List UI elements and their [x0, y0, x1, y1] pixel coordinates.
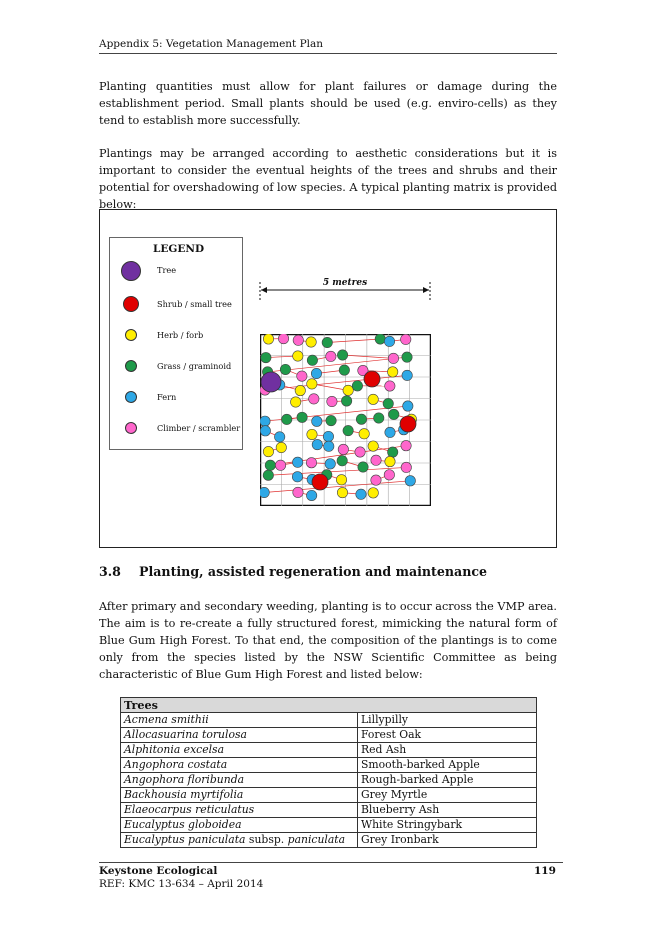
common-name: Grey Ironbark	[358, 833, 537, 848]
fern-plant	[323, 431, 333, 441]
grass-plant	[383, 398, 393, 408]
scientific-name: Eucalyptus globoidea	[121, 818, 358, 833]
legend-item-tree	[110, 261, 244, 281]
grass-plant	[375, 334, 385, 344]
climber-plant	[327, 396, 337, 406]
herb-plant	[307, 429, 317, 439]
herb-circle-icon	[125, 329, 137, 341]
climber-plant	[401, 334, 411, 344]
table-row	[121, 803, 537, 818]
common-name: Red Ash	[358, 743, 537, 758]
page-number: 119	[534, 865, 556, 877]
legend-item-herb	[110, 326, 244, 346]
fern-circle-icon	[125, 391, 137, 403]
grass-plant	[389, 409, 399, 419]
herb-plant	[263, 334, 273, 344]
fern-plant	[260, 416, 270, 426]
tree-circle-icon	[121, 261, 141, 281]
footer-organisation: Keystone Ecological	[99, 865, 218, 877]
subsp-label: subsp.	[248, 833, 285, 846]
scale-arrow	[259, 280, 431, 304]
table-row	[121, 713, 537, 728]
climber-plant	[278, 334, 288, 344]
legend-label: Herb / forb	[157, 330, 204, 340]
climber-plant	[401, 462, 411, 472]
grass-plant	[339, 365, 349, 375]
scale-measure	[259, 280, 431, 304]
herb-plant	[368, 488, 378, 498]
table-row	[121, 818, 537, 833]
fern-plant	[311, 368, 321, 378]
fern-plant	[260, 426, 270, 436]
fern-plant	[306, 490, 316, 500]
trees-table	[120, 697, 537, 848]
grass-plant	[352, 381, 362, 391]
climber-plant	[371, 475, 381, 485]
legend-item-fern	[110, 388, 244, 408]
herb-plant	[387, 367, 397, 377]
page-header: Appendix 5: Vegetation Management Plan	[99, 38, 557, 54]
grass-plant	[265, 460, 275, 470]
table-row	[121, 758, 537, 773]
climber-plant	[309, 394, 319, 404]
herb-plant	[307, 379, 317, 389]
scientific-name: Alphitonia excelsa	[121, 743, 358, 758]
paragraph-planting-arrangement: Plantings may be arranged according to aesthetic considerations but it is important to consider the eventual heights of the trees and shrubs and their potential for overshadowing of low species. A typical planting matrix is provided below:	[99, 147, 557, 211]
climber-plant	[385, 381, 395, 391]
grass-plant	[358, 462, 368, 472]
table-heading: Trees	[121, 698, 537, 713]
herb-plant	[337, 487, 347, 497]
grass-plant	[322, 337, 332, 347]
common-name: Forest Oak	[358, 728, 537, 743]
scientific-name: Allocasuarina torulosa	[121, 728, 358, 743]
legend-label: Climber / scrambler	[157, 423, 241, 433]
legend-title: LEGEND	[153, 243, 205, 255]
table-row	[121, 743, 537, 758]
section-heading	[99, 564, 487, 579]
shrub-plant	[364, 371, 380, 387]
grass-plant	[388, 447, 398, 457]
herb-plant	[290, 397, 300, 407]
herb-plant	[368, 394, 378, 404]
table-row	[121, 788, 537, 803]
paragraph-planting-quantities: Planting quantities must allow for plant failures or damage during the establishment period. Small plants should be used (e.g. enviro-cells) as they tend to establish more successfully.	[99, 80, 557, 127]
grass-circle-icon	[125, 360, 137, 372]
fern-plant	[405, 476, 415, 486]
herb-plant	[263, 446, 273, 456]
fern-plant	[385, 427, 395, 437]
planting-matrix-figure	[99, 209, 557, 548]
legend-label: Fern	[157, 392, 177, 402]
grass-plant	[402, 352, 412, 362]
climber-plant	[275, 460, 285, 470]
climber-plant	[401, 440, 411, 450]
table-row	[121, 833, 537, 848]
herb-plant	[368, 441, 378, 451]
herb-plant	[385, 456, 395, 466]
footer-divider	[99, 862, 563, 863]
fern-plant	[356, 489, 366, 499]
planting-matrix-grid	[260, 334, 431, 506]
scientific-name: Angophora costata	[121, 758, 358, 773]
footer-reference: REF: KMC 13-634 – April 2014	[99, 878, 264, 890]
legend-item-shrub	[110, 295, 244, 315]
legend-item-climber	[110, 419, 244, 439]
herb-plant	[293, 351, 303, 361]
legend-label: Grass / graminoid	[157, 361, 232, 371]
legend-label: Shrub / small tree	[157, 299, 232, 309]
grass-plant	[341, 396, 351, 406]
paragraph-planting-regeneration: After primary and secondary weeding, planting is to occur across the VMP area. The aim is to re-create a fully structured forest, mimicking the natural form of Blue Gum High Forest. To that end, the composition of the plantings is to come only from the species listed by the NSW Scientific Committee as being characteristic of Blue Gum High Forest and listed below:	[99, 600, 557, 681]
grass-plant	[356, 414, 366, 424]
grass-plant	[261, 352, 271, 362]
fern-plant	[292, 457, 302, 467]
scientific-name	[121, 833, 358, 848]
grass-plant	[374, 413, 384, 423]
fern-plant	[260, 487, 269, 497]
tree-plant	[261, 372, 281, 392]
legend-item-grass	[110, 357, 244, 377]
fern-plant	[384, 336, 394, 346]
common-name: Rough-barked Apple	[358, 773, 537, 788]
fern-plant	[403, 401, 413, 411]
climber-plant	[355, 447, 365, 457]
grass-plant	[280, 364, 290, 374]
climber-plant	[371, 455, 381, 465]
climber-plant	[306, 458, 316, 468]
shrub-circle-icon	[123, 296, 139, 312]
scientific-genus-species: Eucalyptus paniculata	[124, 833, 246, 846]
common-name: White Stringybark	[358, 818, 537, 833]
shrub-plant	[400, 416, 416, 432]
fern-plant	[312, 439, 322, 449]
section-title: Planting, assisted regeneration and maintenance	[139, 564, 488, 579]
grass-plant	[307, 355, 317, 365]
grass-plant	[326, 415, 336, 425]
fern-plant	[324, 441, 334, 451]
table-row	[121, 773, 537, 788]
common-name: Blueberry Ash	[358, 803, 537, 818]
fern-plant	[274, 432, 284, 442]
fern-plant	[292, 472, 302, 482]
herb-plant	[295, 385, 305, 395]
common-name: Smooth-barked Apple	[358, 758, 537, 773]
scientific-name: Angophora floribunda	[121, 773, 358, 788]
table-header-row	[121, 698, 537, 713]
variety-name: paniculata	[287, 833, 346, 846]
fern-plant	[325, 459, 335, 469]
scale-label: 5 metres	[322, 278, 368, 288]
table-row	[121, 728, 537, 743]
grass-plant	[343, 425, 353, 435]
scientific-name: Elaeocarpus reticulatus	[121, 803, 358, 818]
herb-plant	[343, 385, 353, 395]
common-name: Lillypilly	[358, 713, 537, 728]
climber-plant	[326, 351, 336, 361]
grass-plant	[337, 456, 347, 466]
herb-plant	[336, 475, 346, 485]
scientific-name: Backhousia myrtifolia	[121, 788, 358, 803]
legend-label: Tree	[157, 265, 177, 275]
herb-plant	[306, 337, 316, 347]
shrub-plant	[312, 474, 328, 490]
fern-plant	[312, 416, 322, 426]
herb-plant	[359, 429, 369, 439]
climber-plant	[297, 371, 307, 381]
grass-plant	[297, 412, 307, 422]
grass-plant	[282, 414, 292, 424]
climber-circle-icon	[125, 422, 137, 434]
climber-plant	[338, 444, 348, 454]
herb-plant	[276, 442, 286, 452]
common-name: Grey Myrtle	[358, 788, 537, 803]
climber-plant	[293, 487, 303, 497]
grass-plant	[337, 350, 347, 360]
climber-plant	[384, 470, 394, 480]
fern-plant	[402, 370, 412, 380]
grass-plant	[263, 470, 273, 480]
climber-plant	[388, 353, 398, 363]
scientific-name: Acmena smithii	[121, 713, 358, 728]
section-number: 3.8	[99, 564, 121, 579]
climber-plant	[293, 335, 303, 345]
legend-box	[109, 237, 243, 450]
